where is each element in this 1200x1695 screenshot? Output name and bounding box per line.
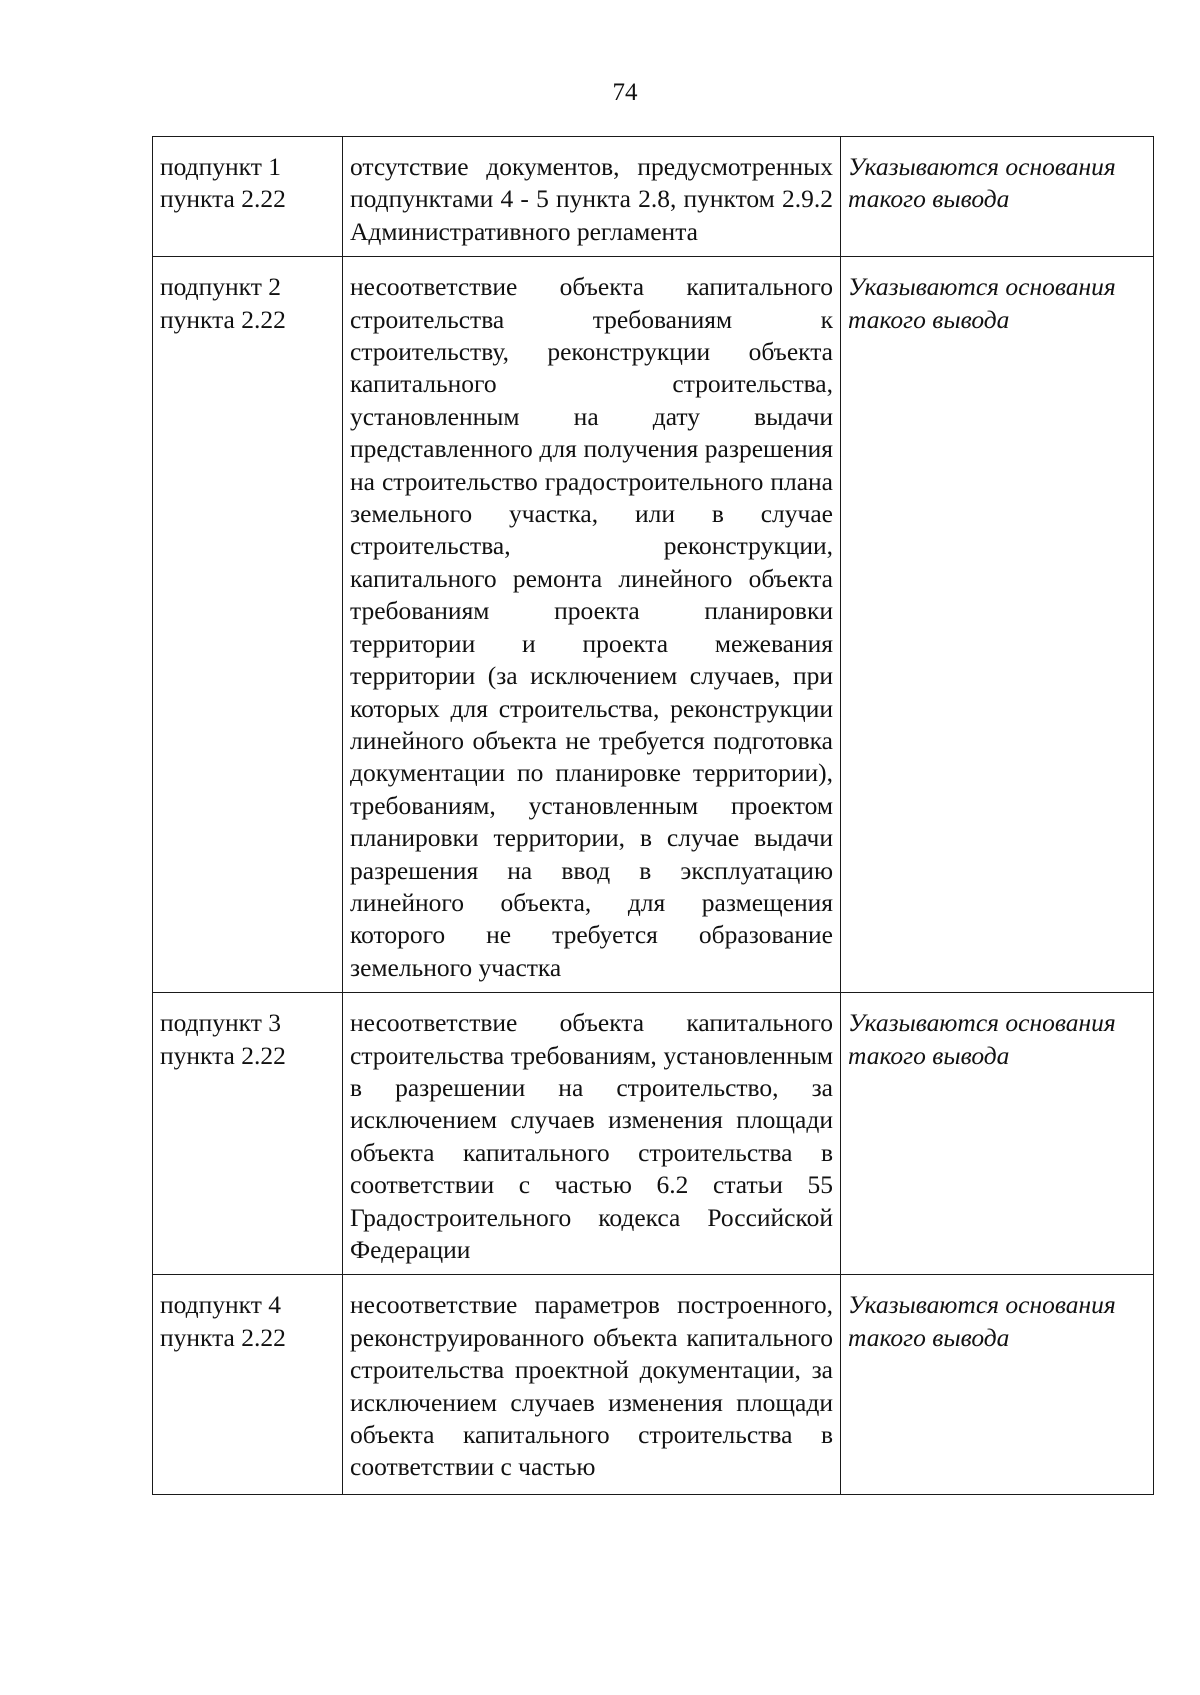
clause-reference: подпункт 2 пункта 2.22 [153, 257, 343, 993]
table-row [153, 257, 1154, 993]
table-row [153, 1275, 1154, 1494]
table-row [153, 993, 1154, 1275]
refusal-grounds-table [152, 136, 1154, 1495]
explanation-note: Указываются основания такого вывода [841, 993, 1154, 1275]
clause-reference: подпункт 3 пункта 2.22 [153, 993, 343, 1275]
ground-description: несоответствие объекта капитального строительства требованиям к строительству, реконструкции объекта капитального строительства, установленным на дату выдачи представленного для получения разрешения на строительство градостроительного плана земельного участка, или в случае строительства, реконструкции, капитального ремонта линейного объекта требованиям проекта планировки территории и проекта межевания территории (за исключением случаев, при которых для строительства, реконструкции линейного объекта не требуется подготовка документации по планировке территории), требованиям, установленным проектом планировки территории, в случае выдачи разрешения на ввод в эксплуатацию линейного объекта, для размещения которого не требуется образование земельного участка [343, 257, 841, 993]
clause-reference: подпункт 4 пункта 2.22 [153, 1275, 343, 1494]
ground-description: отсутствие документов, предусмотренных подпунктами 4 - 5 пункта 2.8, пунктом 2.9.2 Административного регламента [343, 137, 841, 257]
ground-description: несоответствие объекта капитального строительства требованиям, установленным в разрешении на строительство, за исключением случаев изменения площади объекта капитального строительства в соответствии с частью 6.2 статьи 55 Градостроительного кодекса Российской Федерации [343, 993, 841, 1275]
explanation-note: Указываются основания такого вывода [841, 257, 1154, 993]
explanation-note: Указываются основания такого вывода [841, 137, 1154, 257]
page-number: 74 [612, 79, 638, 106]
ground-description: несоответствие параметров построенного, реконструированного объекта капитального строительства проектной документации, за исключением случаев изменения площади объекта капитального строительства в соответствии с частью [343, 1275, 841, 1494]
explanation-note: Указываются основания такого вывода [841, 1275, 1154, 1494]
table-row [153, 137, 1154, 257]
clause-reference: подпункт 1 пункта 2.22 [153, 137, 343, 257]
